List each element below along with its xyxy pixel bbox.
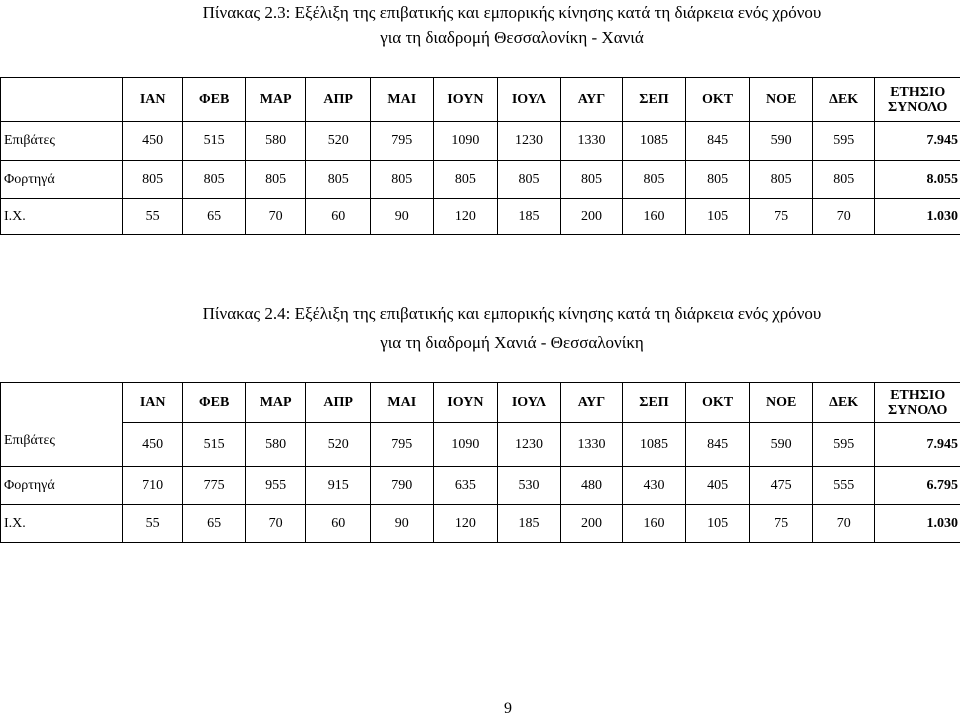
table1-cell: 75 [750,199,813,235]
table2-cell: 70 [245,505,305,543]
table2-cell: 450 [122,423,182,467]
table1-month-header: ΔΕΚ [812,78,875,122]
table2-cell: 105 [685,505,750,543]
table1-corner-cell [1,78,123,122]
table2-caption-line2: για τη διαδρομή Χανιά - Θεσσαλονίκη [380,333,644,352]
table2-cell: 515 [183,423,246,467]
table2-month-header: ΑΥΓ [560,383,623,423]
table2-total-cell: 6.795 [875,467,960,505]
table1-cell: 805 [498,161,561,199]
table2-cell: 55 [122,505,182,543]
table1-cell: 105 [685,199,750,235]
table1-cell: 450 [122,122,182,161]
table2-cell: 955 [245,467,305,505]
table2-month-header: ΝΟΕ [750,383,813,423]
table2-cell: 200 [560,505,623,543]
table1-month-header: ΜΑΡ [245,78,305,122]
table2-cell: 430 [623,467,686,505]
table2-cell: 475 [750,467,813,505]
table1-header-row [1,78,960,122]
table2-cell: 775 [183,467,246,505]
table1-cell: 805 [306,161,371,199]
table2-row-cars [1,505,960,543]
table1-cell: 805 [623,161,686,199]
table2-cell: 845 [685,423,750,467]
table2-cell: 65 [183,505,246,543]
table1-row-label: Φορτηγά [1,161,123,199]
table1-month-header: ΟΚΤ [685,78,750,122]
table2-cell: 120 [433,505,498,543]
table1-cell: 805 [750,161,813,199]
table1-cell: 160 [623,199,686,235]
table2-cell: 1085 [623,423,686,467]
table1-total-cell: 7.945 [875,122,960,161]
table2-cell: 915 [306,467,371,505]
table1-cell: 805 [560,161,623,199]
table2-cell: 160 [623,505,686,543]
table2-row-label: Ι.Χ. [1,505,123,543]
table1-cell: 590 [750,122,813,161]
table1-cell: 805 [245,161,305,199]
table2 [0,382,960,543]
table2-month-header: ΟΚΤ [685,383,750,423]
table2-cell: 710 [122,467,182,505]
table1-cell: 90 [371,199,434,235]
table1-cell: 60 [306,199,371,235]
table2-header-row [1,383,960,423]
table1-cell: 1330 [560,122,623,161]
table2-month-header: ΑΠΡ [306,383,371,423]
table2-month-header: ΜΑΡ [245,383,305,423]
table2-total-header: ΕΤΗΣΙΟ ΣΥΝΟΛΟ [875,383,960,423]
table1-total-cell: 8.055 [875,161,960,199]
table2-total-cell: 7.945 [875,423,960,467]
table1-cell: 845 [685,122,750,161]
table1-month-header: ΦΕΒ [183,78,246,122]
table1-month-header: ΑΥΓ [560,78,623,122]
table2-cell: 790 [371,467,434,505]
table1-month-header: ΣΕΠ [623,78,686,122]
table1-month-header: ΝΟΕ [750,78,813,122]
page-number: 9 [504,700,512,717]
table1-row-label: Ι.Χ. [1,199,123,235]
table1-cell: 70 [812,199,875,235]
table2-month-header: ΦΕΒ [183,383,246,423]
table2-month-header: ΔΕΚ [812,383,875,423]
table1-cell: 1085 [623,122,686,161]
table2-cell: 60 [306,505,371,543]
table2-row-trucks [1,467,960,505]
table2-month-header: ΙΟΥΛ [498,383,561,423]
table1-cell: 120 [433,199,498,235]
table1-month-header: ΙΟΥΝ [433,78,498,122]
table1-cell: 55 [122,199,182,235]
table2-cell: 75 [750,505,813,543]
table1-cell: 580 [245,122,305,161]
table2-cell: 1230 [498,423,561,467]
table2-cell: 520 [306,423,371,467]
table1-cell: 70 [245,199,305,235]
table1-cell: 805 [122,161,182,199]
table1-cell: 65 [183,199,246,235]
table1-cell: 185 [498,199,561,235]
table1-row-label: Επιβάτες [1,122,123,161]
table2-row-label: Φορτηγά [1,467,123,505]
table1-caption-line2: για τη διαδρομή Θεσσαλονίκη - Χανιά [380,28,644,47]
table1-cell: 805 [685,161,750,199]
table2-cell: 480 [560,467,623,505]
table1-cell: 200 [560,199,623,235]
table2-cell: 90 [371,505,434,543]
table2-cell: 580 [245,423,305,467]
table2-caption-line1: Πίνακας 2.4: Εξέλιξη της επιβατικής και εμπορικής κίνησης κατά τη διάρκεια ενός χρόνου [202,304,822,323]
table1-month-header: ΙΑΝ [122,78,182,122]
table2-cell: 635 [433,467,498,505]
table2-total-cell: 1.030 [875,505,960,543]
table1-month-header: ΑΠΡ [306,78,371,122]
table1-row-passengers [1,122,960,161]
table1 [0,77,960,235]
table1-total-cell: 1.030 [875,199,960,235]
table1-row-cars [1,199,960,235]
table2-month-header: ΜΑΙ [371,383,434,423]
table1-cell: 805 [183,161,246,199]
table2-row-label: Επιβάτες [1,383,123,467]
table1-cell: 805 [371,161,434,199]
table2-cell: 405 [685,467,750,505]
table2-row-passengers [1,423,960,467]
table1-cell: 595 [812,122,875,161]
table2-cell: 590 [750,423,813,467]
table2-cell: 530 [498,467,561,505]
table2-cell: 185 [498,505,561,543]
table1-cell: 805 [433,161,498,199]
table1-cell: 520 [306,122,371,161]
table2-cell: 555 [812,467,875,505]
table1-cell: 1230 [498,122,561,161]
table2-cell: 1330 [560,423,623,467]
table1-caption-line1: Πίνακας 2.3: Εξέλιξη της επιβατικής και εμπορικής κίνησης κατά τη διάρκεια ενός χρόνου [202,3,822,22]
table1-cell: 805 [812,161,875,199]
table2-cell: 795 [371,423,434,467]
table1-cell: 515 [183,122,246,161]
table2-month-header: ΣΕΠ [623,383,686,423]
table1-month-header: ΙΟΥΛ [498,78,561,122]
table2-month-header: ΙΑΝ [122,383,182,423]
table1-month-header: ΜΑΙ [371,78,434,122]
table1-cell: 1090 [433,122,498,161]
table1-total-header: ΕΤΗΣΙΟ ΣΥΝΟΛΟ [875,78,960,122]
table2-cell: 70 [812,505,875,543]
table1-row-trucks [1,161,960,199]
table2-cell: 1090 [433,423,498,467]
table1-cell: 795 [371,122,434,161]
table2-cell: 595 [812,423,875,467]
table2-month-header: ΙΟΥΝ [433,383,498,423]
